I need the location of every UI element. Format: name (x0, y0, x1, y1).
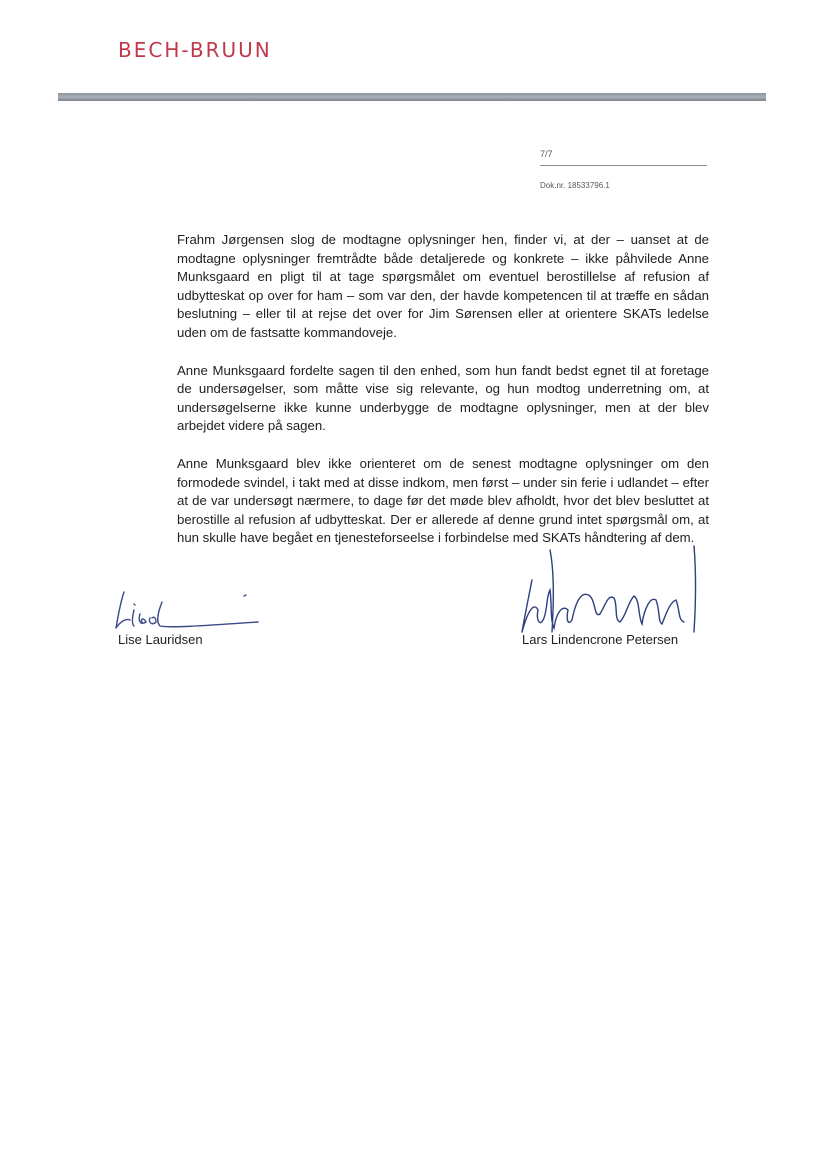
document-number: Dok.nr. 18533796.1 (540, 181, 610, 190)
signatory-name-right: Lars Lindencrone Petersen (522, 632, 679, 647)
paragraph-1: Frahm Jørgensen slog de modtagne oplysninger hen, finder vi, at der – uanset at de modtagne oplysninger fremtrådte både detaljerede og konkrete – ikke påhvilede Anne Munksgaard en pligt til at tage spørgsmålet om eventuel berostillelse af refusion af udbytteskat op over for ham – som var den, der havde kompetencen til at træffe en sådan beslutning – eller til at rejse det over for Jim Sørensen eller at orientere SKATs ledelse uden om de fastsatte kommandoveje. (177, 232, 709, 340)
signatory-name-left: Lise Lauridsen (118, 632, 203, 647)
paragraph-2: Anne Munksgaard fordelte sagen til den enhed, som hun fandt bedst egnet til at foretage de undersøgelser, som måtte vise sig relevante, og hun modtog underretning om, at undersøgelserne ikke kunne underbygge de modtagne oplysninger, men at der blev arbejdet videre på sagen. (177, 362, 709, 434)
header-rule (58, 93, 766, 101)
letter-body (177, 231, 709, 567)
page-number-divider (540, 165, 707, 166)
page-number: 7/7 (540, 149, 553, 159)
signature-lise-lauridsen (110, 588, 270, 638)
signature-lars-lindencrone-petersen (510, 540, 710, 640)
paragraph-3: Anne Munksgaard blev ikke orienteret om de senest modtagne oplysninger om den formodede svindel, i takt med at disse indkom, men først – under sin ferie i udlandet – efter at de var undersøgt nærmere, to dage før det møde blev afholdt, hvor det blev besluttet at berostille al refusion af udbytteskat. Der er allerede af denne grund intet spørgsmål om, at hun skulle have begået en tjenesteforseelse i forbindelse med SKATs håndtering af dem. (177, 455, 709, 546)
company-logo: BECH-BRUUN (118, 38, 272, 62)
